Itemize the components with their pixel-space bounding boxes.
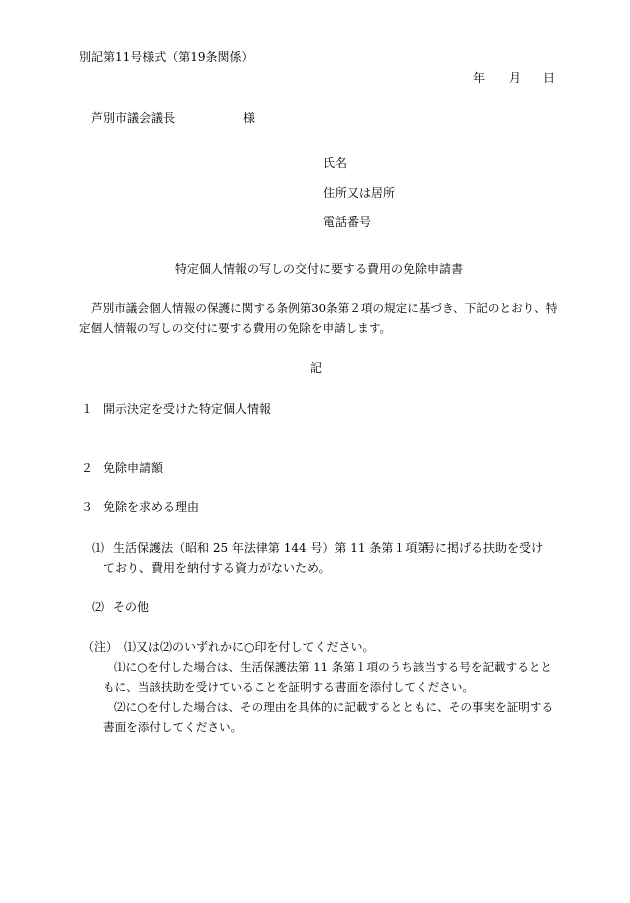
item-label: 免除を求める理由: [103, 500, 200, 514]
item-number: １: [81, 402, 94, 416]
applicant-name-label: 氏名: [323, 156, 348, 170]
date-month: 月: [509, 71, 522, 85]
applicant-address-label: 住所又は居所: [323, 186, 396, 200]
reason-text-a: 生活保護法（昭和 25 年法律第 144 号）第 11 条第１項第: [113, 541, 430, 555]
document-title: 特定個人情報の写しの交付に要する費用の免除申請書: [175, 262, 464, 276]
intro-line-1: 芦別市議会個人情報の保護に関する条例第30条第２項の規定に基づき、下記のとおり、特: [91, 301, 558, 315]
date-day: 日: [543, 71, 556, 85]
applicant-phone-label: 電話番号: [323, 215, 372, 229]
item-label: 免除申請額: [103, 461, 164, 475]
date-year: 年: [473, 71, 486, 85]
reason-number: ⑴: [92, 541, 105, 555]
reason-number: ⑵: [92, 600, 105, 614]
addressee-honorific: 様: [243, 111, 256, 125]
intro-line-2: 定個人情報の写しの交付に要する費用の免除を申請します。: [79, 321, 392, 335]
reason-text: その他: [113, 600, 150, 614]
addressee-title: 芦別市議会議長: [91, 111, 176, 125]
item-label: 開示決定を受けた特定個人情報: [103, 402, 272, 416]
item-number: ２: [81, 461, 94, 475]
reason-text-b: 号に掲げる扶助を受け: [423, 541, 544, 555]
notes-line-2: ⑴に○を付した場合は、生活保護法第 11 条第１項のうち該当する号を記載するとと: [114, 660, 553, 674]
notes-line-3: もに、当該扶助を受けていることを証明する書面を添付してください。: [103, 680, 475, 694]
reason-text-continued: ており、費用を納付する資力がないため。: [103, 561, 331, 575]
form-label: 別記第11号様式（第19条関係）: [79, 50, 254, 64]
notes-line-1: ⑴又は⑵のいずれかに○印を付してください。: [124, 640, 375, 654]
notes-line-4: ⑵に○を付した場合は、その理由を具体的に記載するとともに、その事実を証明する: [114, 700, 554, 714]
notes-line-5: 書面を添付してください。: [103, 720, 243, 734]
item-number: ３: [81, 500, 94, 514]
ki-heading: 記: [310, 361, 323, 375]
notes-label: （注）: [82, 640, 119, 654]
